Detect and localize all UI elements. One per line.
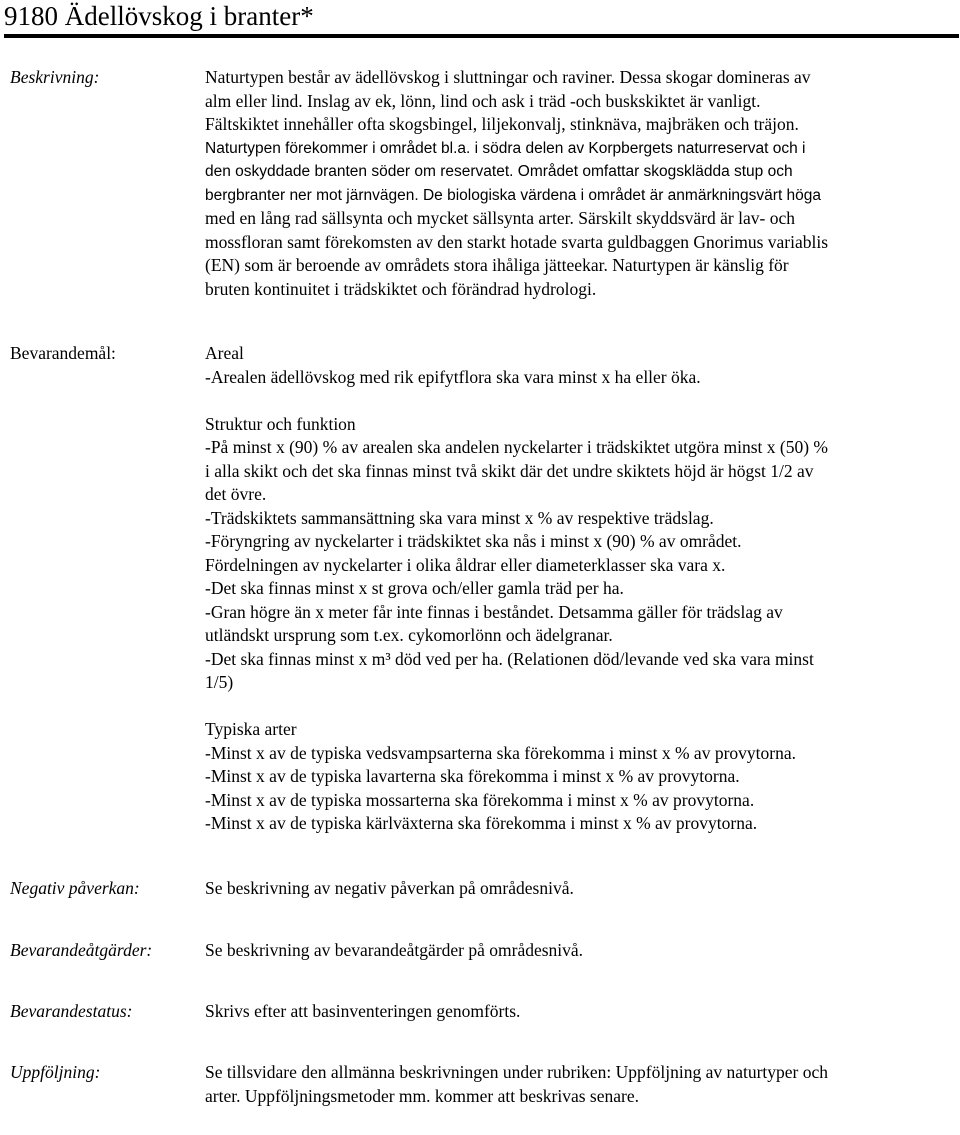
struktur-line: -Gran högre än x meter får inte finnas i beståndet. Detsamma gäller för trädslag av <box>205 601 783 622</box>
arter-line: -Minst x av de typiska lavarterna ska förekomma i minst x % av provytorna. <box>205 766 740 786</box>
arter-line: -Minst x av de typiska vedsvampsarterna ska förekomma i minst x % av provytorna. <box>205 742 796 763</box>
label-uppfoljning: Uppföljning: <box>10 1062 101 1082</box>
struktur-line: -På minst x (90) % av arealen ska andelen nyckelarter i trädskiktet utgöra minst x (50) % <box>205 437 828 457</box>
struktur-line: det övre. <box>205 484 267 504</box>
label-beskrivning: Beskrivning: <box>10 67 100 87</box>
beskrivning-line: mossfloran samt förekomsten av den starkt hotade svarta guldbaggen Gnorimus variablis <box>205 231 829 252</box>
struktur-line: 1/5) <box>205 672 234 692</box>
page-title: 9180 Ädellövskog i branter* <box>4 1 314 31</box>
beskrivning-line: bergbranter ner mot järnvägen. De biologiska värdena i området är anmärkningsvärt höga <box>205 186 822 204</box>
negativ-paverkan-line: Se beskrivning av negativ påverkan på områdesnivå. <box>205 878 574 898</box>
arter-line: -Minst x av de typiska mossarterna ska förekomma i minst x % av provytorna. <box>205 789 755 810</box>
arter-heading: Typiska arter <box>205 719 297 739</box>
beskrivning-line: (EN) som är beroende av områdets stora ihåliga jätteekar. Naturtypen är känslig för <box>205 255 789 275</box>
bevarandeatgarder-line: Se beskrivning av bevarandeåtgärder på områdesnivå. <box>205 940 584 960</box>
struktur-line: -Det ska finnas minst x m³ död ved per ha. (Relationen död/levande ved ska vara minst <box>205 648 814 669</box>
beskrivning-line: Naturtypen förekommer i området bl.a. i södra delen av Korpbergets naturreservat och i <box>205 139 806 157</box>
struktur-heading: Struktur och funktion <box>205 413 356 434</box>
label-bevarandestatus: Bevarandestatus: <box>10 1001 133 1021</box>
negativ-paverkan-text <box>205 877 957 901</box>
beskrivning-text <box>205 66 957 301</box>
label-negativ-paverkan: Negativ påverkan: <box>10 878 140 898</box>
beskrivning-line: Naturtypen består av ädellövskog i sluttningar och raviner. Dessa skogar domineras av <box>205 67 811 87</box>
beskrivning-line: med en lång rad sällsynta och mycket sällsynta arter. Särskilt skyddsvärd är lav- och <box>205 208 795 228</box>
beskrivning-line: Fältskiktet innehåller ofta skogsbingel, liljekonvalj, stinknäva, majbräken och träjon. <box>205 114 799 134</box>
bevarandestatus-text <box>205 1000 957 1024</box>
struktur-line: Fördelningen av nyckelarter i olika åldrar eller diameterklasser ska vara x. <box>205 554 726 575</box>
label-bevarandeatgarder: Bevarandeåtgärder: <box>10 940 153 960</box>
bevarandemal-text <box>205 342 957 836</box>
beskrivning-line: bruten kontinuitet i trädskiktet och förändrad hydrologi. <box>205 278 597 299</box>
uppfoljning-line: Se tillsvidare den allmänna beskrivningen under rubriken: Uppföljning av naturtyper och <box>205 1062 829 1082</box>
arter-line: -Minst x av de typiska kärlväxterna ska förekomma i minst x % av provytorna. <box>205 813 758 833</box>
title-divider <box>4 34 959 38</box>
areal-heading: Areal <box>205 343 244 363</box>
areal-line: -Arealen ädellövskog med rik epifytflora ska vara minst x ha eller öka. <box>205 366 701 387</box>
struktur-line: -Det ska finnas minst x st grova och/eller gamla träd per ha. <box>205 578 624 598</box>
struktur-line: i alla skikt och det ska finnas minst två skikt där det undre skiktets höjd är högst 1/2 av <box>205 460 814 481</box>
uppfoljning-text <box>205 1061 957 1108</box>
beskrivning-line: alm eller lind. Inslag av ek, lönn, lind och ask i träd -och buskskiktet är vanligt. <box>205 90 761 111</box>
struktur-line: -Föryngring av nyckelarter i trädskiktet ska nås i minst x (90) % av området. <box>205 531 742 551</box>
bevarandestatus-line: Skrivs efter att basinventeringen genomförts. <box>205 1001 521 1021</box>
label-bevarandemal: Bevarandemål: <box>10 343 116 363</box>
beskrivning-line: den oskyddade branten söder om reservatet. Området omfattar skogsklädda stup och <box>205 163 793 180</box>
struktur-line: utländskt ursprung som t.ex. cykomorlönn och ädelgranar. <box>205 625 613 645</box>
uppfoljning-line: arter. Uppföljningsmetoder mm. kommer att beskrivas senare. <box>205 1085 639 1106</box>
bevarandeatgarder-text <box>205 939 957 963</box>
struktur-line: -Trädskiktets sammansättning ska vara minst x % av respektive trädslag. <box>205 507 714 528</box>
